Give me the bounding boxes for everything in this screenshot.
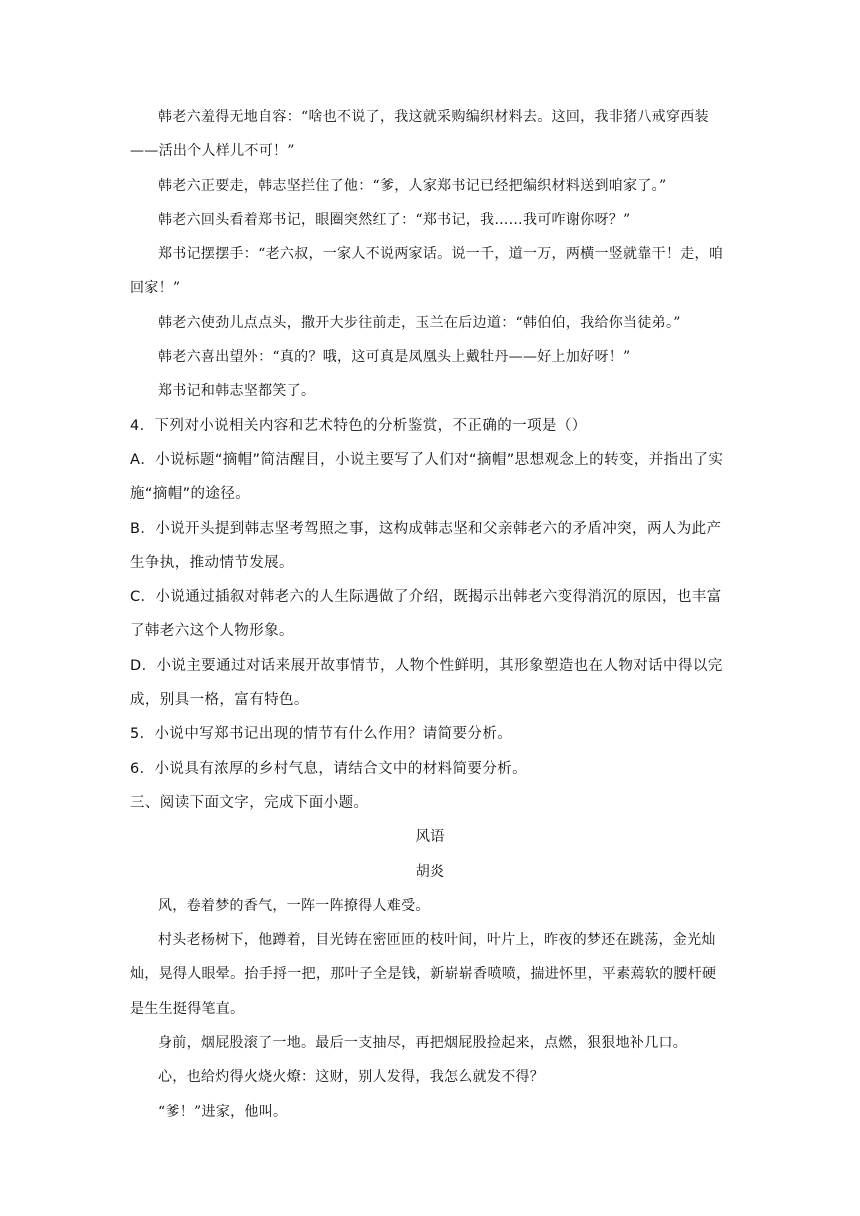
story-paragraph-3: 韩老六回头看着郑书记，眼圈突然红了：“郑书记，我……我可咋谢你呀？” (158, 211, 631, 228)
story-paragraph-5: 韩老六使劲儿点点头，撒开大步往前走，玉兰在后边道：“韩伯伯，我给你当徒弟。” (158, 314, 681, 331)
article-paragraph-3: 身前，烟屁股滚了一地。最后一支抽尽，再把烟屁股捡起来，点燃，狠狠地补几口。 (158, 1035, 688, 1052)
article-paragraph-1: 风，卷着梦的香气，一阵一阵撩得人难受。 (158, 897, 430, 914)
article-paragraph-4: 心，也给灼得火烧火燎：这财，别人发得，我怎么就发不得？ (158, 1069, 545, 1086)
page-content (130, 100, 730, 1129)
section-3-heading: 三、阅读下面文字，完成下面小题。 (130, 794, 369, 811)
question-4-option-d: D．小说主要通过对话来展开故事情节，人物个性鲜明，其形象塑造也在人物对话中得以完成，别具一格，富有特色。 (130, 657, 723, 709)
question-4-option-b: B．小说开头提到韩志坚考驾照之事，这构成韩志坚和父亲韩老六的矛盾冲突，两人为此产生争执，推动情节发展。 (130, 520, 722, 571)
question-4-option-c: C．小说通过插叙对韩老六的人生际遇做了介绍，既揭示出韩老六变得消沉的原因，也丰富了韩老六这个人物形象。 (130, 589, 722, 640)
question-4-option-a: A．小说标题“摘帽”简洁醒目，小说主要写了人们对“摘帽”思想观念上的转变，并指出了实施“摘帽”的途径。 (130, 451, 724, 503)
question-6: 6．小说具有浓厚的乡村气息，请结合文中的材料简要分析。 (130, 760, 528, 777)
article-paragraph-5: “爹！”进家，他叫。 (158, 1103, 288, 1120)
story-paragraph-4: 郑书记摆摆手：“老六叔，一家人不说两家话。说一千，道一万，两横一竖就靠干！走，咱回家！” (130, 246, 724, 297)
story-paragraph-6: 韩老六喜出望外：“真的？哦，这可真是凤凰头上戴牡丹——好上加好呀！” (158, 349, 631, 366)
article-title: 风语 (415, 829, 445, 846)
article-author: 胡炎 (415, 863, 445, 880)
question-4: 4．下列对小说相关内容和艺术特色的分析鉴赏，不正确的一项是（） (130, 417, 587, 434)
question-5: 5．小说中写郑书记出现的情节有什么作用？请简要分析。 (130, 726, 513, 743)
story-paragraph-7: 郑书记和韩志坚都笑了。 (158, 383, 316, 400)
article-paragraph-2: 村头老杨树下，他蹲着，目光铸在密匝匝的枝叶间，叶片上，昨夜的梦还在跳荡，金光灿灿，晃得人眼晕。抬手捋一把，那叶子全是钱，新崭崭香喷喷，揣进怀里，平素蔫软的腰杆硬是生生挺得笔直。 (130, 932, 717, 1017)
story-paragraph-2: 韩老六正要走，韩志坚拦住了他：“爹，人家郑书记已经把编织材料送到咱家了。” (158, 177, 667, 194)
story-paragraph-1: 韩老六羞得无地自容：“啥也不说了，我这就采购编织材料去。这回，我非猪八戒穿西装——活出个人样儿不可！” (130, 109, 709, 160)
